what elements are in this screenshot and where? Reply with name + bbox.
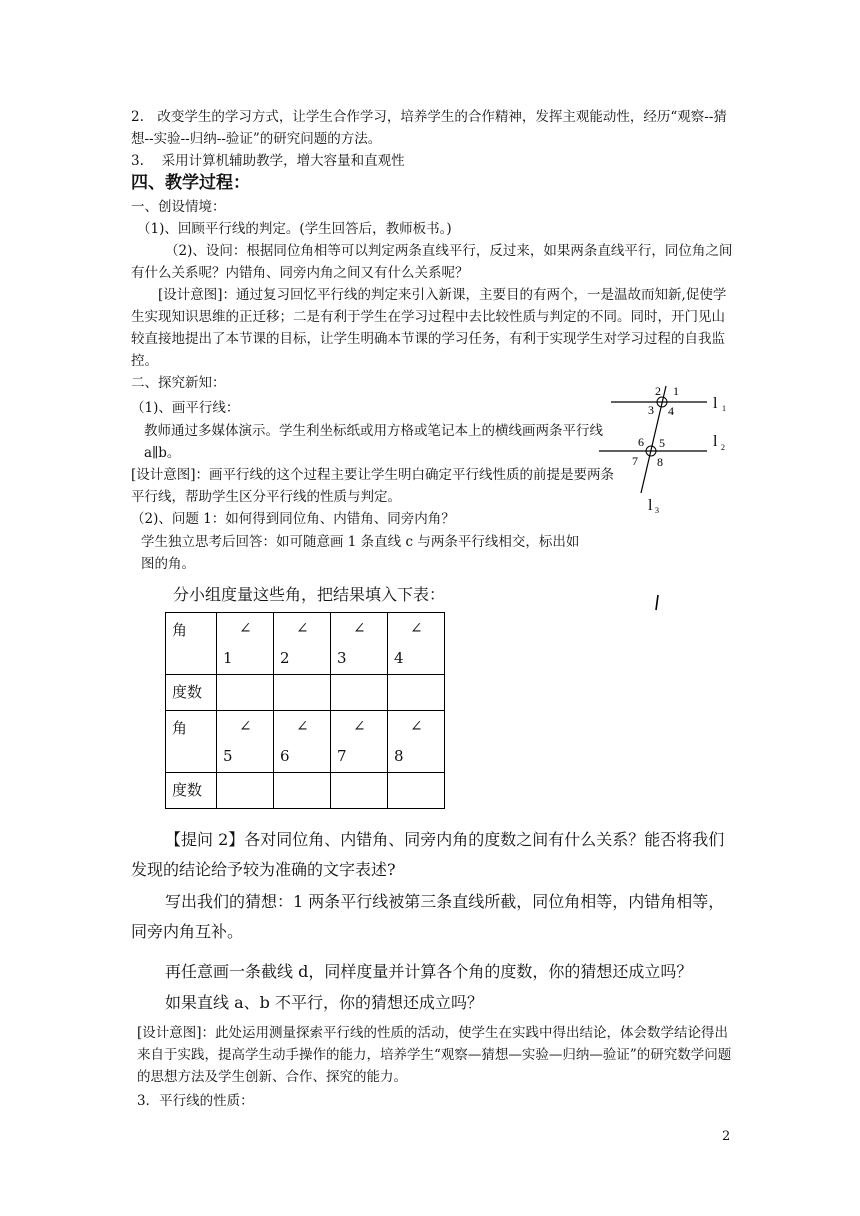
design-intent-1: [设计意图]：通过复习回忆平行线的判定来引入新课，主要目的有两个，一是温故而知新,促使学生实现知识思维的正迁移；二是有利于学生在学习过程中去比较性质与判定的不同。同时，开门见山较直接地提出了本节课的目标，让学生明确本节课的学习任务，有利于实现学生对学习过程的自我监控。 xyxy=(131,287,727,369)
objective-3: 3. 采用计算机辅助教学，增大容量和直观性 xyxy=(131,153,405,169)
measure-cell xyxy=(274,675,331,711)
angle-measure-table xyxy=(165,612,445,809)
angle-sign: ∠ xyxy=(296,717,309,735)
angle-number: 3 xyxy=(337,649,347,667)
angle-label-4: 4 xyxy=(668,404,674,418)
subsection-3: 3．平行线的性质： xyxy=(137,1093,254,1109)
measure-cell xyxy=(331,773,388,809)
table-row-label: 度数 xyxy=(172,683,203,701)
table-row-label: 度数 xyxy=(172,781,203,799)
table-row-label: 角 xyxy=(172,621,188,639)
angle-label-8: 8 xyxy=(657,455,663,469)
conjecture: 写出我们的猜想：1 两条平行线被第三条直线所截，同位角相等，内错角相等，同旁内角互补。 xyxy=(131,892,725,941)
label-l3-sub: 3 xyxy=(655,506,659,515)
angle-number: 4 xyxy=(394,649,404,667)
table-row xyxy=(166,773,445,809)
question-1: （1)、回顾平行线的判定。(学生回答后，教师板书。) xyxy=(137,221,452,237)
angle-sign: ∠ xyxy=(239,619,252,637)
table-row xyxy=(166,711,445,773)
question-2-prompt: 【提问 2】各对同位角、内错角、同旁内角的度数之间有什么关系？能否将我们发现的结论给予较为准确的文字表述? xyxy=(131,830,725,879)
verify-prompt-1: 再任意画一条截线 d，同样度量并计算各个角的度数，你的猜想还成立吗？ xyxy=(165,962,693,981)
table-row-label: 角 xyxy=(172,719,188,737)
explore-4: 学生独立思考后回答：如可随意画 1 条直线 c 与两条平行线相交，标出如图的角。 xyxy=(141,534,580,572)
explore-2: 教师通过多媒体演示。学生利坐标纸或用方格或笔记本上的横线画两条平行线 a∥b。 xyxy=(144,423,603,461)
angle-sign: ∠ xyxy=(239,717,252,735)
verify-prompt-2: 如果直线 a、b 不平行，你的猜想还成立吗？ xyxy=(165,993,483,1012)
label-l3: l xyxy=(648,497,653,514)
label-l2: l xyxy=(713,433,718,450)
measure-cell xyxy=(217,675,274,711)
angle-label-7: 7 xyxy=(632,454,638,468)
table-row xyxy=(166,613,445,675)
angle-label-6: 6 xyxy=(638,435,644,449)
stray-mark-icon xyxy=(650,592,662,614)
table-row xyxy=(166,675,445,711)
design-intent-3: [设计意图]：此处运用测量探索平行线的性质的活动，使学生在实践中得出结论，体会数学结论得出来自于实践，提高学生动手操作的能力，培养学生“观察—猜想—实验—归纳—验证”的研究数学问题的思想方法及学生创新、合作、探究的能力。 xyxy=(137,1025,732,1085)
angle-sign: ∠ xyxy=(353,717,366,735)
subsection-2: 二、探究新知： xyxy=(131,375,226,391)
measure-cell xyxy=(217,773,274,809)
parallel-lines-figure xyxy=(595,375,735,520)
explore-1: （1)、画平行线： xyxy=(131,400,240,416)
angle-number: 5 xyxy=(223,747,233,765)
label-l1-sub: 1 xyxy=(722,404,726,413)
measure-cell xyxy=(388,675,445,711)
question-2: （2)、设问：根据同位角相等可以判定两条直线平行，反过来，如果两条直线平行，同位角之间有什么关系呢？内错角、同旁内角之间又有什么关系呢？ xyxy=(131,243,733,281)
angle-label-2: 2 xyxy=(655,384,661,398)
measure-cell xyxy=(388,773,445,809)
angle-sign: ∠ xyxy=(410,717,423,735)
section-heading-4: 四、教学过程： xyxy=(131,173,250,193)
label-l2-sub: 2 xyxy=(721,443,725,452)
measure-cell xyxy=(331,675,388,711)
label-l1: l xyxy=(713,395,718,412)
angle-label-5: 5 xyxy=(659,436,665,450)
angle-sign: ∠ xyxy=(296,619,309,637)
explore-3: （2)、问题 1：如何得到同位角、内错角、同旁内角？ xyxy=(131,511,455,527)
angle-number: 6 xyxy=(280,747,290,765)
page-number: 2 xyxy=(722,1129,731,1144)
subsection-1: 一、创设情境： xyxy=(131,199,226,215)
angle-number: 1 xyxy=(223,649,233,667)
angle-sign: ∠ xyxy=(410,619,423,637)
angle-label-3: 3 xyxy=(648,403,654,417)
measure-cell xyxy=(274,773,331,809)
angle-number: 8 xyxy=(394,747,404,765)
objective-2: 2. 改变学生的学习方式，让学生合作学习，培养学生的合作精神，发挥主观能动性，经历“观察--猜想--实验--归纳--验证”的研究问题的方法。 xyxy=(131,109,727,147)
angle-number: 2 xyxy=(280,649,290,667)
design-intent-2: [设计意图]：画平行线的这个过程主要让学生明白确定平行线性质的前提是要两条平行线，帮助学生区分平行线的性质与判定。 xyxy=(131,467,615,505)
angle-sign: ∠ xyxy=(353,619,366,637)
angle-number: 7 xyxy=(337,747,347,765)
angle-label-1: 1 xyxy=(673,384,679,398)
table-intro: 分小组度量这些角，把结果填入下表： xyxy=(173,585,446,604)
